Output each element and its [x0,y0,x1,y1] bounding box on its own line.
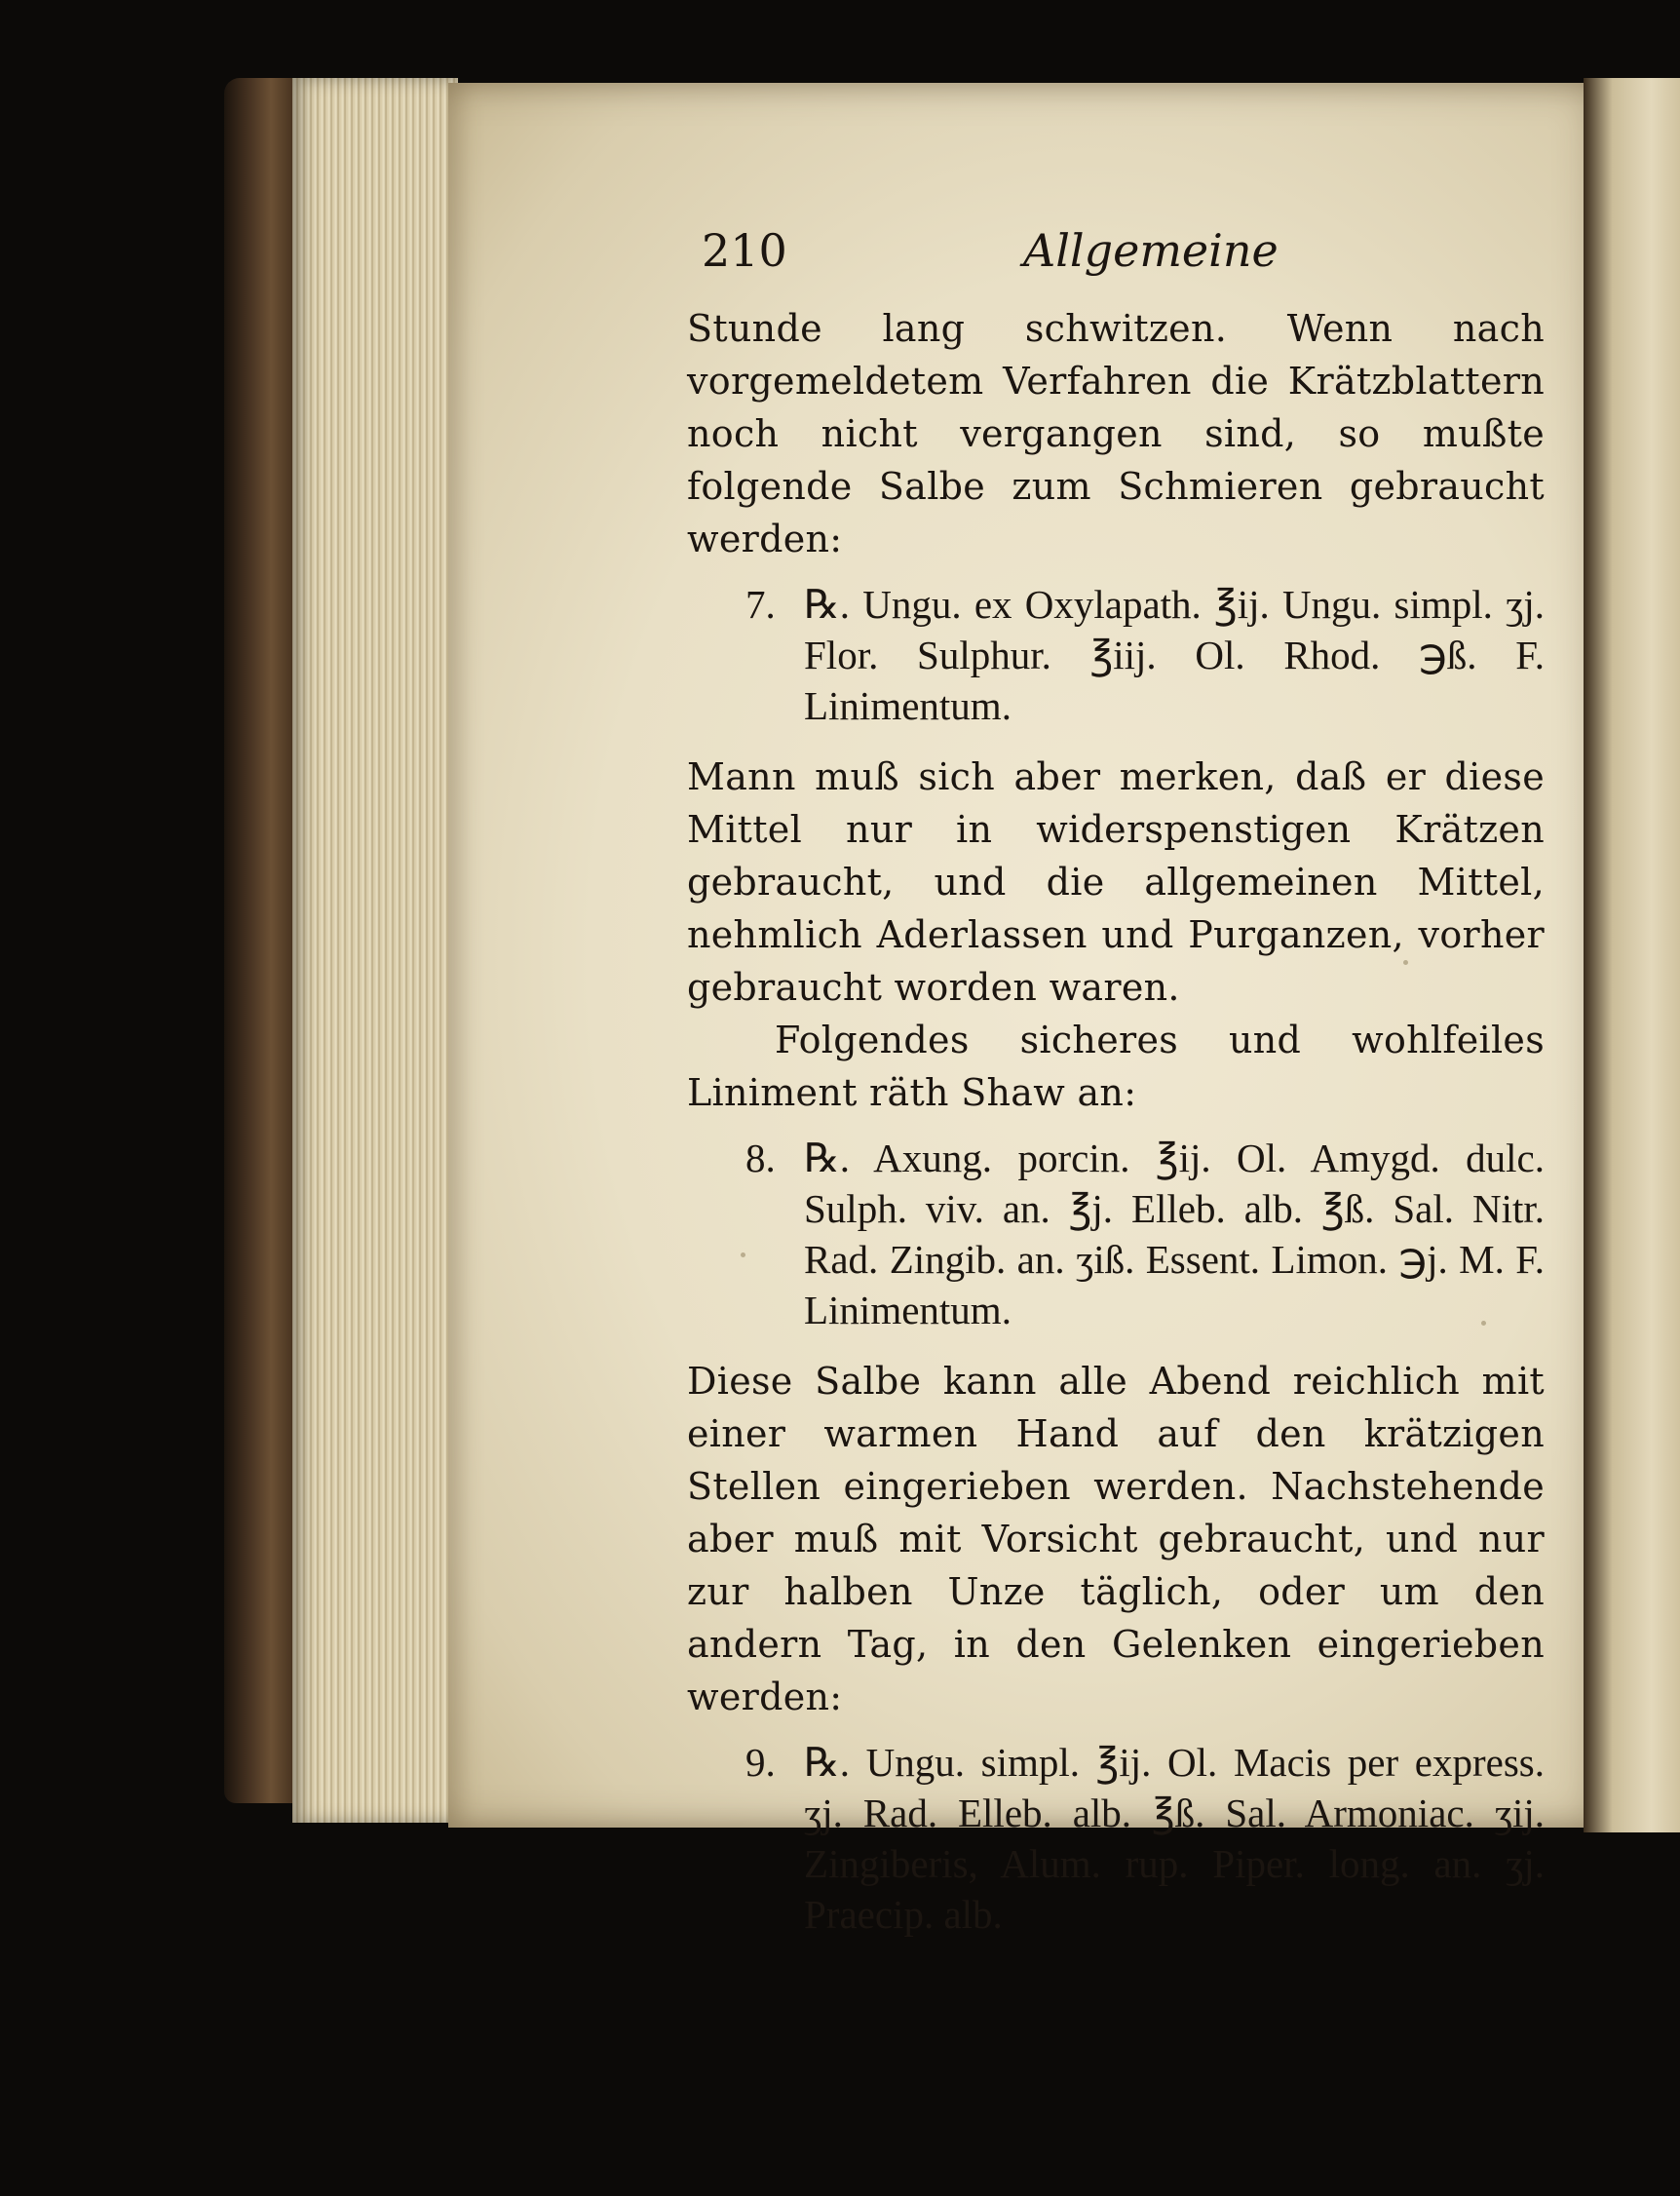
prescription-text: ℞. Ungu. ex Oxylapath. ℥ij. Ungu. simpl. ʒj. Flor. Sulphur. ℥iij. Ol. Rhod. ℈ß. F. Linimentum. [804,582,1545,728]
page-header [702,224,1545,302]
prescription-7 [687,579,1545,731]
prescription-number: 9. [745,1740,776,1785]
page-number: 210 [702,224,787,277]
facing-page-gutter [1584,78,1680,1832]
paragraph-4: Diese Salbe kann alle Abend reichlich mit einer warmen Hand auf den krätzigen Stellen eingerieben werden. Nachstehende aber muß mit Vorsicht gebraucht, und nur zur halben Unze täglich, oder um den andern Tag, in den Gelenken eingerieben werden: [687,1360,1545,1718]
paragraph-3: Folgendes sicheres und wohlfeiles Liniment räth Shaw an: [687,1019,1545,1114]
running-head: Allgemeine [1023,224,1279,277]
page-fore-edge [292,78,458,1823]
prescription-9 [687,1737,1545,1940]
prescription-number: 7. [745,582,776,627]
paragraph-2: Mann muß sich aber merken, daß er diese Mittel nur in widerspenstigen Krätzen gebraucht, und die allgemeinen Mittel, nehmlich Aderlassen und Purganzen, vorher gebraucht worden waren. [687,755,1545,1009]
book-cover-left [224,78,302,1803]
paragraph-1: Stunde lang schwitzen. Wenn nach vorgemeldetem Verfahren die Krätzblattern noch nicht vergangen sind, so mußte folgende Salbe zum Schmieren gebraucht werden: [687,307,1545,560]
page-text [687,224,1545,1959]
prescription-number: 8. [745,1136,776,1180]
prescription-text: ℞. Axung. porcin. ℥ij. Ol. Amygd. dulc. Sulph. viv. an. ℥j. Elleb. alb. ℥ß. Sal. Nitr. Rad. Zingib. an. ʒiß. Essent. Limon. ℈j. M. F. Linimentum. [804,1136,1545,1332]
prescription-text: ℞. Ungu. simpl. ℥ij. Ol. Macis per express. ʒj. Rad. Elleb. alb. ℥ß. Sal. Armoniac. ʒij. Zingiberis, Alum. rup. Piper. long. an. ʒj. Praecip. alb. [804,1740,1545,1937]
prescription-8 [687,1133,1545,1335]
